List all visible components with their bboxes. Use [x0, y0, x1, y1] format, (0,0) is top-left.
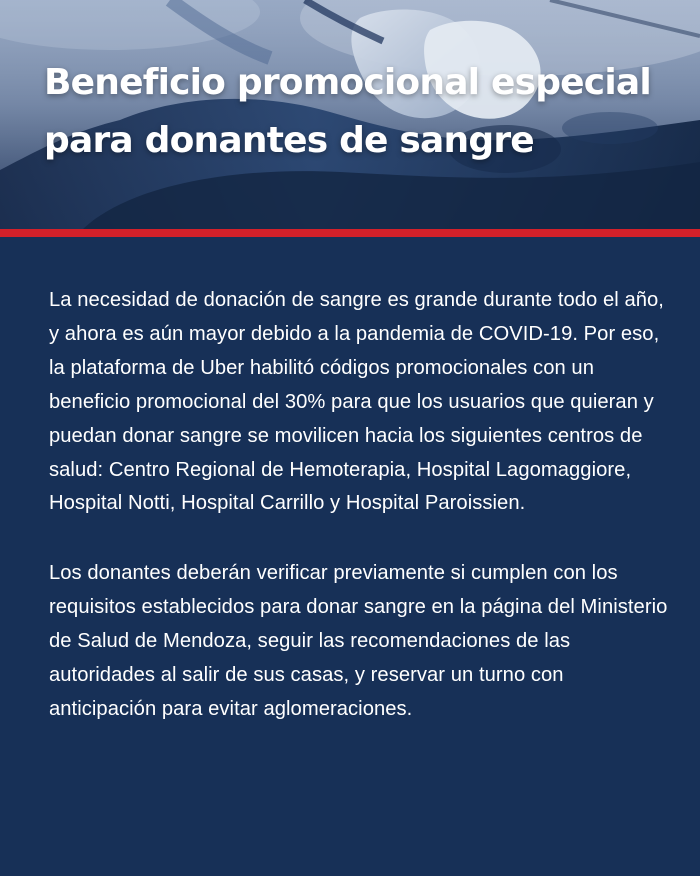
article-content	[49, 284, 669, 727]
red-divider	[0, 229, 700, 237]
article-paragraph-2: Los donantes deberán verificar previamente si cumplen con los requisitos establecidos para donar sangre en la página del Ministerio de Salud de Mendoza, seguir las recomendaciones de las autoridades al salir de sus casas, y reservar un turno con anticipación para evitar aglomeraciones.	[49, 562, 668, 720]
hero-title-line-2: para donantes de sangre	[44, 120, 534, 161]
hero-title-line-1: Beneficio promocional especial	[44, 62, 651, 103]
hero-title	[44, 54, 684, 170]
article-paragraph-1: La necesidad de donación de sangre es grande durante todo el año, y ahora es aún mayor debido a la pandemia de COVID-19. Por eso, la plataforma de Uber habilitó códigos promocionales con un beneficio promocional del 30% para que los usuarios que quieran y puedan donar sangre se movilicen hacia los siguientes centros de salud: Centro Regional de Hemoterapia, Hospital Lagomaggiore, Hospital Notti, Hospital Carrillo y Hospital Paroissien.	[49, 289, 664, 515]
hero-banner	[0, 0, 700, 232]
